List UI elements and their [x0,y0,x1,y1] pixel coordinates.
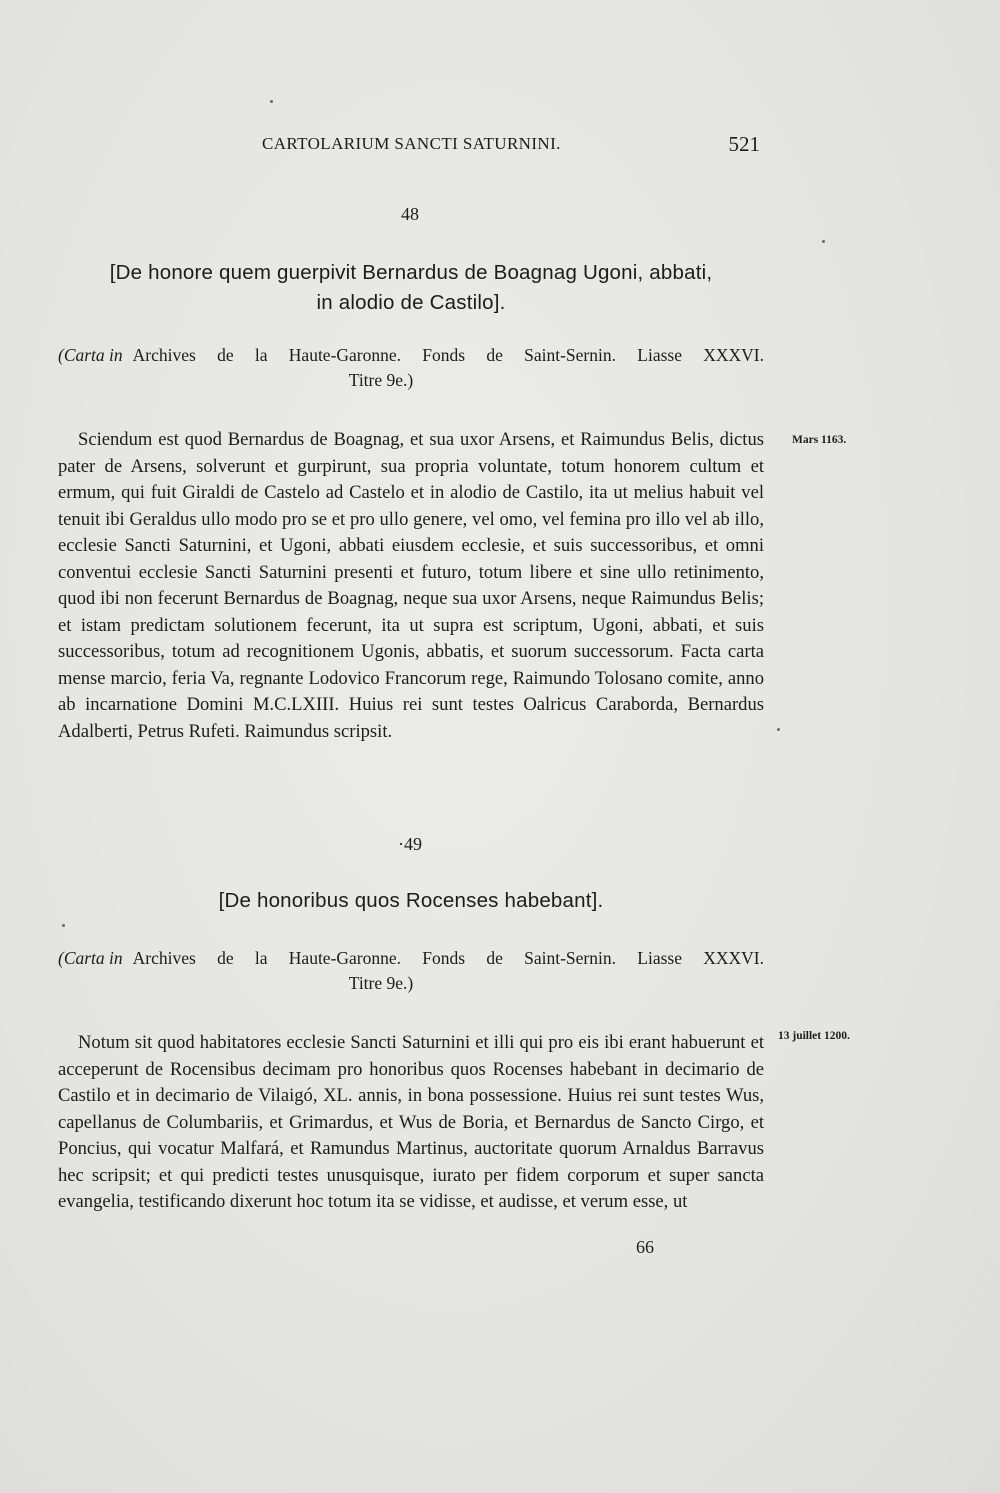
charter-paragraph: Sciendum est quod Bernardus de Boagnag, et sua uxor Arsens, et Raimundus Belis, dictus pater de Arsens, solverunt et gurpirunt, sua propria voluntate, totum honorem cultum et ermum, qui fuit Giraldi de Castelo ad Castelo et in alodio de Castilo, ita ut melius habuit vel tenuit ibi Geraldus ullo modo pro se et pro ullo genere, vel omo, vel femina pro illo vel ab illo, ecclesie Sancti Saturnini, et Ugoni, abbati eiusdem ecclesie, et suis successoribus, et omni conventui ecclesie Sancti Saturnini presenti et futuro, totum libere et sine ullo retinimento, quod ibi non fecerunt Bernardus de Boagnag, neque sua uxor Arsens, neque Raimundus Belis; et istam predictam solutionem fecerunt, ita ut supra est scriptum, Ugoni, abbati, et suis successoribus, totum ad recognitionem Ugonis, abbatis, et suorum successorum. Facta carta mense marcio, feria Va, regnante Lodovico Francorum rege, Raimundo Tolosano comite, anno ab incarnatione Domini M.C.LXIII. Huius rei sunt testes Oalricus Caraborda, Bernardus Adalberti, Petrus Rufeti. Raimundus scripsit. [58,429,764,742]
scan-speck [822,240,825,243]
source-note-text: Archives de la Haute-Garonne. Fonds de Saint-Sernin. Liasse XXXVI. [132,345,764,365]
charter-paragraph: Notum sit quod habitatores ecclesie Sancti Saturnini et illi qui pro eis ibi erant habuerunt et acceperunt de Rocensibus decimam pro honoribus quos Rocenses habebant in decimario de Castilo et in decimario de Vilaigó, XL. annis, in bona possessione. Huius rei sunt testes Wus, capellanus de Columbariis, et Grimardus, et Wus de Boria, et Bernardus de Sancto Cirgo, et Poncius, qui vocatur Malfará, et Ramundus Martinus, auctoritate quorum Arnaldus Barravus hec scripsit; et qui predicti testes unusquisque, iurato per fidem corporum et super sancta evangelia, testificando dixerunt hoc totum ita se vidisse, et audisse, et verum esse, ut [58,1032,764,1212]
document-title-line: [De honore quem guerpivit Bernardus de Boagnag Ugoni, abbati, [109,261,713,284]
source-note [58,343,764,393]
source-note-text: Titre 9e.) [348,370,414,390]
page-number: 521 [728,132,760,156]
document-number: 48 [401,204,419,224]
source-note-text: Archives de la Haute-Garonne. Fonds de Saint-Sernin. Liasse XXXVI. [132,948,764,968]
source-note-prefix: (Carta in [58,948,123,968]
charter-text [58,1030,764,1216]
document-title-line: in alodio de Castilo]. [316,291,506,314]
running-title: CARTOLARIUM SANCTI SATURNINI. [262,134,561,153]
signature-mark: 66 [636,1237,654,1257]
charter-text [58,427,764,745]
document-number: ·49 [398,834,422,854]
source-note-text: Titre 9e.) [348,973,414,993]
source-note-prefix: (Carta in [58,345,123,365]
margin-date: Mars 1163. [792,434,847,446]
scan-speck [270,100,273,103]
document-title [58,886,764,916]
source-note [58,946,764,996]
scan-speck [62,924,65,927]
document-title-line: [De honoribus quos Rocenses habebant]. [218,889,604,912]
margin-date: 13 juillet 1200. [778,1030,850,1042]
running-head [262,132,762,158]
document-title [58,258,764,318]
scan-speck [777,728,780,731]
